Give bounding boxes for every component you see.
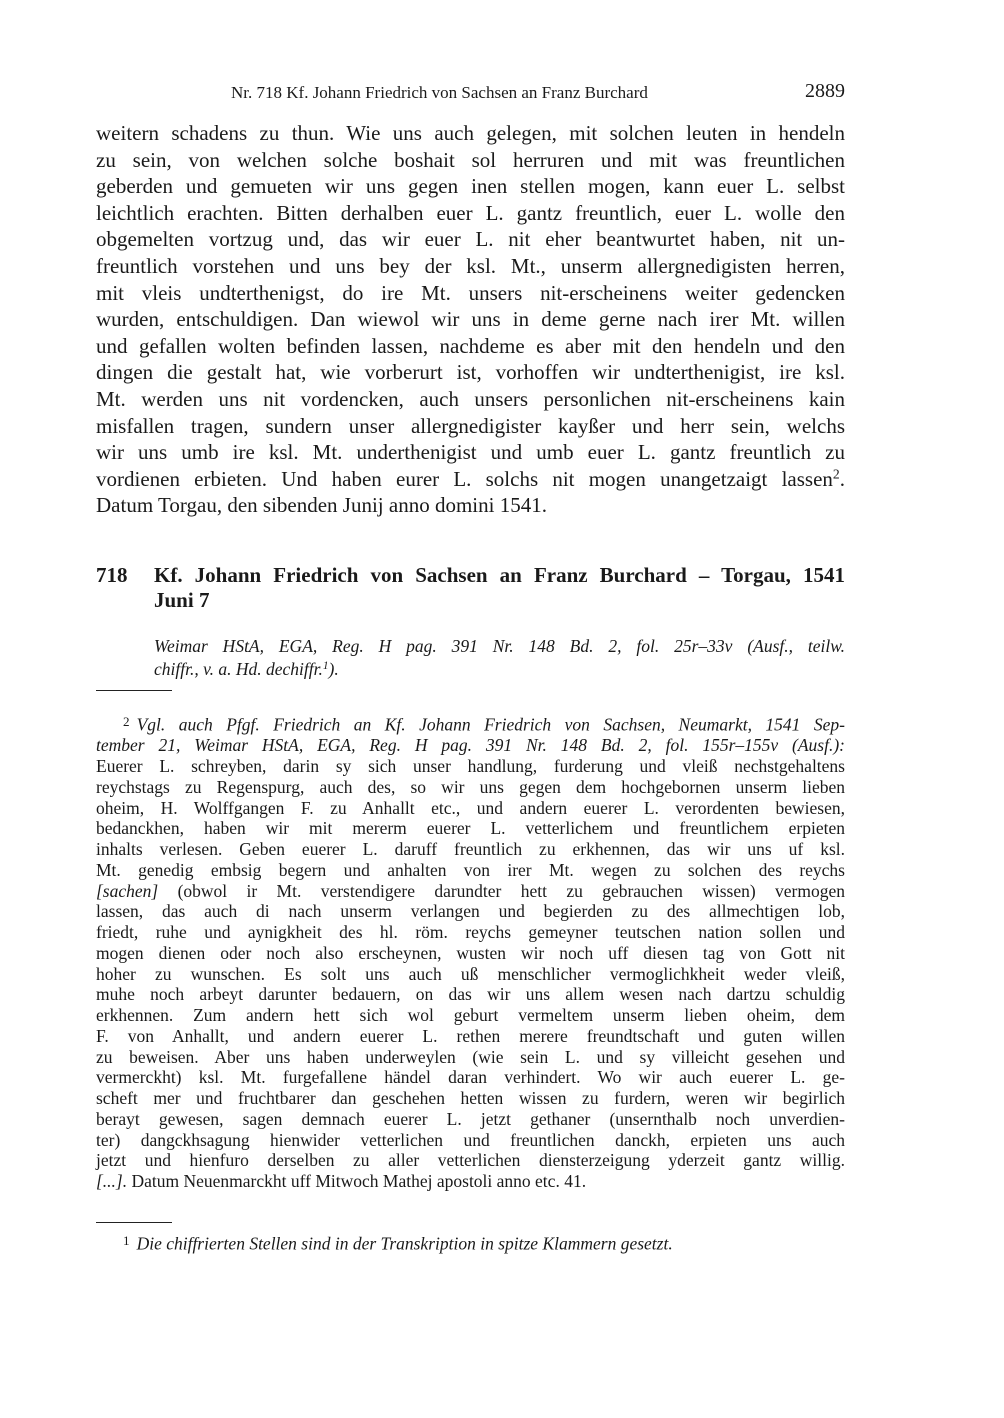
footnote-line [96,1171,845,1192]
footnote-text: F. von Anhallt, und andern euerer L. rethen merere freundtschaft und guten willen [96,1025,845,1046]
body-line [96,413,845,440]
body-line-text: leichtlich erachten. Bitten derhalben euer L. gantz freuntlich, euer L. wolle den [96,200,845,225]
footnote-text: hoher zu wunschen. Es solt uns auch uß menschlicher vermoglichkheit weder vleiß, [96,963,845,984]
footnote-line [96,881,845,902]
footnote-ref: 1 [322,659,329,672]
body-line-text: Datum Torgau, den sibenden Junij anno domini 1541. [96,493,547,518]
footnote-text: Die chiffrierten Stellen sind in der Transkription in spitze Klammern gesetzt. [136,1233,673,1254]
footnote-text: muhe noch arbeyt darunter bedauern, on das wir uns allem wesen nach dartzu schuldig [96,984,845,1005]
editorial-insert: [sachen] [96,880,159,901]
footnote-text: mogen dienen oder noch also erscheynen, wusten wir noch uff diesen tag von Gott nit [96,942,845,963]
body-line [96,492,845,519]
footnote-line [96,984,845,1005]
body-line-text: misfallen tragen, sundern unser allergnedigister kayßer und herr sein, welchs [96,413,845,438]
body-line [96,120,845,147]
source-line: Weimar HStA, EGA, Reg. H pag. 391 Nr. 148 Bd. 2, fol. 25r–33v (Ausf., teilw. [154,636,845,656]
footnote-line [96,839,845,860]
body-line-text: wir uns umb ire ksl. Mt. underthenigist und umb euer L. gantz freuntlich zu [96,440,845,465]
footnote-text: friedt, ruhe und aynigkheit des hl. röm. reychs gemeyner teutschen nation sollen und [96,922,845,943]
body-line [96,386,845,413]
body-line-text: geberden und gemueten wir uns gegen inen stellen mogen, kann euer L. selbst [96,174,845,199]
footnote-text: reychstags zu Regenspurg, auch des, so wir uns gegen dem hochgebornen unserm lieben [96,776,845,797]
footnote-text: Datum Neuenmarckht uff Mitwoch Mathej apostoli anno etc. 41. [131,1171,587,1192]
body-line [96,253,845,280]
body-line [96,306,845,333]
footnote-text: Vgl. auch Pfgf. Friedrich an Kf. Johann Friedrich von Sachsen, Neumarkt, 1541 Sep- [136,714,845,735]
document-number: 718 [96,563,128,587]
body-line-text: Mt. werden uns nit vordencken, auch unsers personlichen nit-erscheinens kain [96,386,845,411]
footnote-line [96,798,845,819]
footnote-text: Euerer L. schreyben, darin sy sich unser handlung, furderung und vleiß nechstgehaltens [96,756,845,777]
body-line-text: freuntlich vorstehen und uns bey der ksl. Mt., unserm allergnedigisten herren, [96,253,845,278]
footnote-line [96,943,845,964]
body-line [96,439,845,466]
footnote-text: scheft mer und fruchtbarer dan geschehen hetten wissen zu furdern, weren wir begirlich [96,1088,845,1109]
footnote-line [96,818,845,839]
footnote-text: lassen, das auch di nach unserm verlangen und begierden zu des allmechtigen lob, [96,901,845,922]
footnote-line [96,922,845,943]
footnote-text: oheim, H. Wolffgangen F. zu Anhallt etc., und andern euerer L. verordenten bewiesen, [96,797,845,818]
footnote-line [96,860,845,881]
body-line-text: und gefallen wolten befinden lassen, nachdeme es aber mit den hendeln und den [96,333,845,358]
body-line [96,173,845,200]
body-line-text: wurden, entschuldigen. Dan wiewol wir uns in deme gerne nach irer Mt. willen [96,307,845,332]
footnote-text: Mt. genedig embsig begern und anhalten von irer Mt. wegen zu solchen des reychs [96,859,845,880]
footnote-line [96,712,845,735]
footnote-line [96,1088,845,1109]
body-line-text: vordienen erbieten. Und haben eurer L. solchs nit mogen unangetzaigt lassen [96,466,833,491]
document-title-line: Juni 7 [154,588,210,612]
footnote-text: erkhennen. Zum andern hett sich wol geburt vermeltem unserm lieben oheim, dem [96,1005,845,1026]
footnote-ref: 2 [832,466,840,482]
footnote-number: 1 [123,1233,130,1248]
body-line [96,333,845,360]
source-text: chiffr., v. a. Hd. dechiffr. [154,659,323,679]
footnote-2 [96,712,845,1192]
footnote-line [96,964,845,985]
body-line-text: mit vleis undterthenigst, do ire Mt. unsers nit-erscheinens weiter gedencken [96,280,845,305]
body-line-text: dingen die gestalt hat, wie vorberurt ist, vorhoffen wir undterthenigist, ire ksl. [96,360,845,385]
footnote-line [96,1067,845,1088]
body-line [96,466,845,493]
body-line-text: . [839,466,845,491]
body-line-text: weitern schadens zu thun. Wie uns auch gelegen, mit solchen leuten in hendeln [96,121,845,145]
document-title-line: Kf. Johann Friedrich von Sachsen an Franz Burchard – Torgau, 1541 [154,563,845,587]
header-title: Nr. 718 Kf. Johann Friedrich von Sachsen an Franz Burchard [231,83,648,102]
footnote-line [96,1109,845,1130]
footnote-text: bedanckhen, haben wir mit mererm euerer L. vetterlichem und freuntlichem erpieten [96,818,845,839]
footnote-line [96,1230,845,1255]
footnote-text: tember 21, Weimar HStA, EGA, Reg. H pag. 391 Nr. 148 Bd. 2, fol. 155r–155v (Ausf.): [96,735,845,756]
footnote-1 [96,1230,845,1255]
footnote-line [96,1047,845,1068]
footnote-line [96,777,845,798]
body-line-text: zu sein, von welchen solche boshait sol herruren und mit was freuntlichen [96,147,845,172]
footnote-text: jetzt und hienfuro derselben zu aller vetterlichen diensterzeigung yderzeit gantz willig. [96,1150,845,1171]
footnote-text: ter) dangckhsagung hienwider vetterlichen und freuntlichen danckh, erpieten uns auch [96,1129,845,1150]
body-text [96,120,845,519]
footnote-line [96,756,845,777]
footnote-text: vermerckht) ksl. Mt. furgefallene händel daran verhindert. Wo wir auch euerer L. ge- [96,1067,845,1088]
body-line [96,359,845,386]
body-line-text: obgemelten vortzug und, das wir euer L. nit eher beantwurtet haben, nit un- [96,227,845,252]
footnote-text: (obwol ir Mt. verstendigere darundter hett zu gebrauchen wissen) vermogen [177,880,845,901]
footnote-line [96,1005,845,1026]
running-header [96,80,845,106]
body-line [96,280,845,307]
footnote-divider [96,690,172,691]
body-line [96,147,845,174]
body-line [96,226,845,253]
footnote-text: inhalts verlesen. Geben euerer L. daruff freuntlich zu erkhennen, das wir uns uf ksl. [96,839,845,860]
source-citation [154,635,845,681]
footnote-line [96,1150,845,1171]
source-line [154,658,845,681]
footnote-divider [96,1222,172,1223]
page-number: 2889 [805,80,845,102]
footnote-line [96,901,845,922]
footnote-line [96,735,845,756]
footnote-number: 2 [123,714,130,729]
footnote-text: berayt gewesen, sagen demnach euerer L. jetzt gethaner (unsernthalb noch unverdien- [96,1108,845,1129]
body-line [96,200,845,227]
footnote-text: zu beweisen. Aber uns haben underweylen (wie sein L. und sy villeicht gesehen und [96,1046,845,1067]
footnote-line [96,1130,845,1151]
source-text: ). [328,659,339,679]
footnote-line [96,1026,845,1047]
editorial-omission: [...]. [96,1171,128,1192]
